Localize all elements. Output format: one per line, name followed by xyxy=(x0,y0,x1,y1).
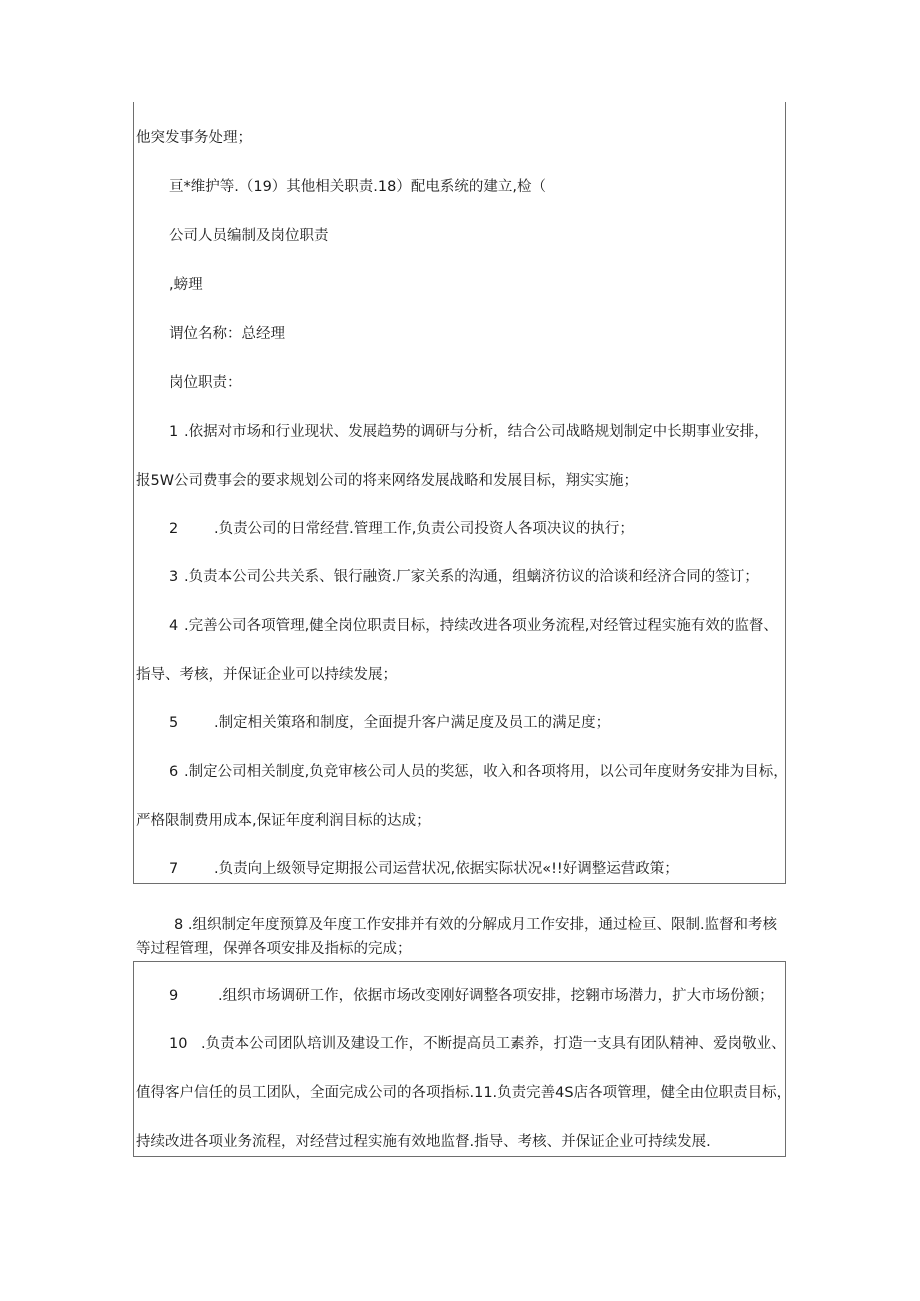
list-number: 5 xyxy=(169,715,179,731)
list-text: .制定相关策珞和制度，全面提升客户满足度及员工的满足度； xyxy=(214,715,611,731)
list-text: .组织市场调研工作，依据市场改变刚好调整各项安排，挖翱市场潜力，扩大市场份额； xyxy=(218,988,774,1004)
list-item-1 xyxy=(169,422,769,442)
list-item-4 xyxy=(169,616,778,636)
list-text: .完善公司各项管理,健全岗位职责目标，持续改进各项业务流程,对经管过程实施有效的监督、 xyxy=(184,618,778,634)
list-item-9 xyxy=(169,986,774,1006)
list-item-8: 8 .组织制定年度预算及年度工作安排并有效的分解成月工作安排，通过检亘、限制.监督和考核 xyxy=(174,917,778,933)
list-text: .依据对市场和行业现状、发展趋势的调研与分析，结合公司战略规划制定中长期事业安排， xyxy=(184,424,769,440)
list-number: 7 xyxy=(169,861,179,877)
list-item-1-cont: 报5W公司费事会的要求规划公司的将来网络发展战略和发展目标，翔实实施； xyxy=(136,473,639,489)
section-heading: 公司人员编制及岗位职责 xyxy=(169,228,329,244)
list-item-2 xyxy=(169,519,634,539)
duties-label: 岗位职责： xyxy=(169,375,242,391)
list-item-10-cont: 值得客户信任的员工团队，全面完成公司的各项指标.11.负责完善4S店各项管理，健全由位职责目标， xyxy=(136,1085,792,1101)
list-number: 10 xyxy=(169,1036,188,1052)
list-text: .负责公司的日常经营.管理工作,负责公司投资人各项决议的执行； xyxy=(214,521,634,537)
list-item-8-cont: 等过程管理，保弹各项安排及指标的完成； xyxy=(136,941,412,957)
list-text: .制定公司相关制度,负竞审核公司人员的奖惩，收入和各项将用，以公司年度财务安排为目标， xyxy=(184,764,788,780)
list-item-6 xyxy=(169,762,788,782)
text-line-continuation: 他突发事务处理； xyxy=(136,130,252,146)
list-text: .负责向上级领导定期报公司运营状况,依据实际状况«!!好调整运营政策； xyxy=(214,861,679,877)
list-number: 1 xyxy=(169,424,179,440)
list-number: 3 xyxy=(169,569,179,585)
list-number: 9 xyxy=(169,988,179,1004)
list-item-5 xyxy=(169,713,610,733)
list-number: 6 xyxy=(169,764,179,780)
text-line-manager: ,螃理 xyxy=(169,277,203,293)
position-name: 谓位名称：总经理 xyxy=(169,326,285,342)
list-item-6-cont: 严格限制费用成本,保证年度利润目标的达成； xyxy=(136,813,431,829)
list-item-7 xyxy=(169,859,679,879)
list-text: .负责本公司公共关系、银行融资.厂家关系的沟通，组螭济彷议的洽谈和经济合同的签订； xyxy=(184,569,759,585)
list-item-10 xyxy=(169,1034,786,1054)
list-item-11-cont: 持续改进各项业务流程，对经营过程实施有效地监督.指导、考核、并保证企业可持续发展. xyxy=(136,1134,711,1150)
list-number: 4 xyxy=(169,618,179,634)
text-line-maintenance: 亘*维护等.（19）其他相关职责.18）配电系统的建立,检（ xyxy=(169,179,546,195)
list-item-4-cont: 指导、考核，并保证企业可以持续发展； xyxy=(136,667,397,683)
list-item-3 xyxy=(169,567,759,587)
list-number: 2 xyxy=(169,521,179,537)
list-text: .负责本公司团队培训及建设工作，不断提高员工素养，打造一支具有团队精神、爱岗敬业、 xyxy=(201,1036,786,1052)
